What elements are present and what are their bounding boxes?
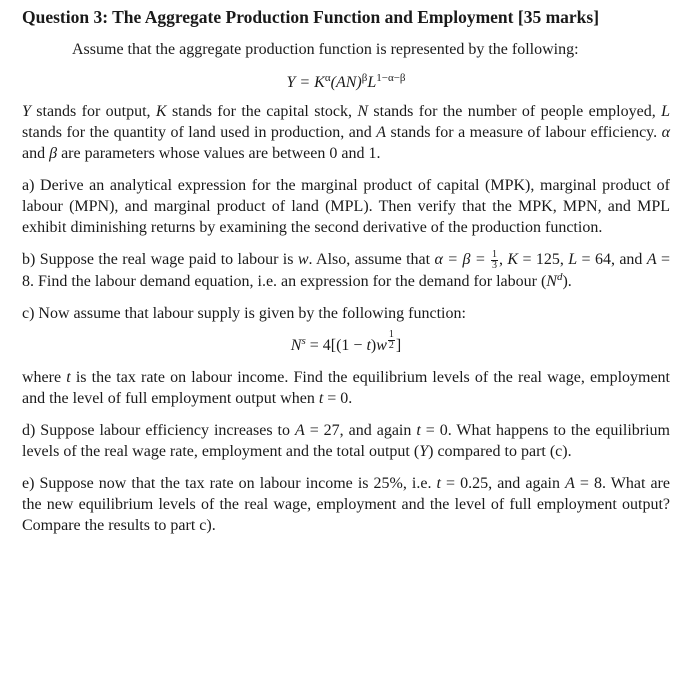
- part-b: b) Suppose the real wage paid to labour is w. Also, assume that α = β = $\frac{1}{3}$ , K = 125, L = 64, and A = 8. Find the labour demand equation, i.e. an expression for the demand for labour $(N^d)$.: [22, 248, 671, 290]
- production-function-equation: $Y = K^\alpha(AN)^\beta L^{1-\alpha-\beta}$: [286, 72, 406, 91]
- question-title: Question 3: The Aggregate Production Function and Employment [35 marks]: [22, 7, 600, 27]
- part-d: d) Suppose labour efficiency increases to A = 27, and again t = 0. What happens to the equilibrium levels of the real wage rate, employment and the total output (Y) compared to part (c).: [22, 421, 670, 460]
- part-e: e) Suppose now that the tax rate on labour income is 25%, i.e. t = 0.25, and again A = 8. What are the new equilibrium levels of the real wage, employment and the level of full employment output? Compare the results to part c).: [22, 474, 670, 534]
- labour-supply-equation: $N^s = 4[(1 - t)w$ $\frac{1}{2}$ ]: [290, 328, 402, 354]
- variable-definitions: Y stands for output, K stands for the capital stock, N stands for the number of people employed, L stands for the quantity of land used in production, and A stands for a measure of labour efficiency. α and β are parameters whose values are between 0 and 1.: [22, 103, 671, 162]
- part-c-intro: c) Now assume that labour supply is given by the following function:: [22, 304, 466, 322]
- fraction-one-half: $\frac{1}{2}$: [388, 328, 394, 351]
- part-a: a) Derive an analytical expression for the marginal product of capital (MPK), marginal product of labour (MPN), and marginal product of land (MPL). Then verify that the MPK, MPN, and MPL exhibit diminishing returns by examining the second derivative of the production function.: [22, 177, 670, 236]
- part-c: where t is the tax rate on labour income. Find the equilibrium levels of the real wage, employment and the level of full employment output when t = 0.: [22, 368, 671, 407]
- fraction-one-third: $\frac{1}{3}$: [492, 248, 497, 271]
- intro-text: Assume that the aggregate production function is represented by the following:: [72, 41, 579, 58]
